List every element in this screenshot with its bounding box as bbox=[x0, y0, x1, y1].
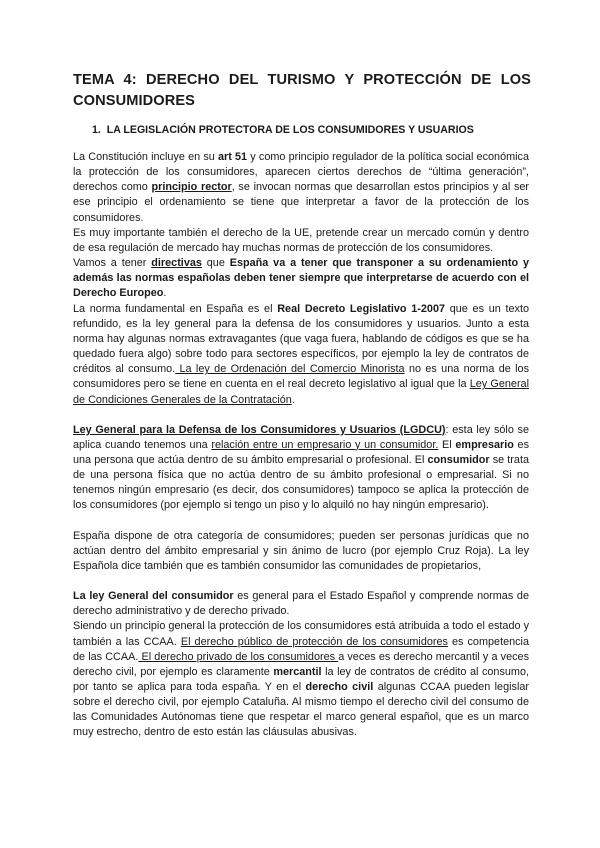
text-run: es general para el Estado Español y comprende normas de derecho administrativo y de derecho privado. bbox=[73, 590, 529, 618]
text-run: España dispone de otra categoría de consumidores; pueden ser personas jurídicas que no actúan dentro del ámbito empresarial y sin ánimo de lucro (por ejemplo Cruz Roja). La ley Española dice también que es también consumidor las comunidades de propietarios, bbox=[73, 529, 529, 572]
bold-underlined-principio-rector: principio rector bbox=[151, 181, 232, 194]
paragraph-ley-general bbox=[73, 589, 529, 619]
underlined-ley-condiciones-generales: Ley General de Condiciones Generales de la Contratación bbox=[73, 378, 529, 406]
text-run: es una persona que actúa dentro de su ámbito empresarial o profesional. El bbox=[73, 438, 529, 466]
paragraph-directives bbox=[73, 256, 529, 301]
text-run: El bbox=[438, 438, 456, 451]
text-run: : esta ley sólo se aplica cuando tenemos una bbox=[73, 423, 529, 451]
bold-underlined-lgdcu: Ley General para la Defensa de los Consumidores y Usuarios (LGDCU) bbox=[73, 423, 446, 436]
section-heading bbox=[92, 124, 532, 136]
text-run: que bbox=[201, 257, 230, 270]
underlined-relacion: relación entre un empresario y un consumidor. bbox=[211, 438, 439, 451]
text-run: Es muy importante también el derecho de la UE, pretende crear un mercado común y dentro de esa regulación de mercado hay muchas normas de protección de los consumidores. bbox=[73, 226, 529, 254]
document-body bbox=[73, 150, 529, 741]
text-run: , se invocan normas que desarrollan estos principios y al ser ese principio el ordenamiento se tiene que interpretar a favor de la protección de los consumidores. bbox=[73, 181, 530, 224]
paragraph-categories bbox=[73, 529, 529, 574]
bold-term-art-51: art 51 bbox=[217, 151, 248, 163]
paragraph-real-decreto bbox=[73, 302, 529, 408]
text-run: y como principio regulador de la política social económica la protección de los consumidores, aparecen ciertos derechos de “última generación”, derechos como bbox=[73, 151, 529, 194]
text-run: es competencia de las CCAA. bbox=[73, 635, 529, 663]
underlined-derecho-publico: El derecho público de protección de los consumidores bbox=[180, 635, 448, 648]
underlined-derecho-privado: El derecho privado de los consumidores bbox=[138, 650, 339, 663]
text-run: . bbox=[163, 287, 167, 300]
section-number: 1. bbox=[92, 124, 101, 136]
bold-term-ley-general: La ley General del consumidor bbox=[73, 590, 234, 603]
bold-term-consumidor: consumidor bbox=[427, 453, 490, 466]
bold-term-mercantil: mercantil bbox=[273, 665, 322, 678]
bold-underlined-directivas: directivas bbox=[151, 257, 202, 270]
paragraph-lgdcu bbox=[73, 423, 529, 514]
text-run: que es un texto refundido, es la ley general para la defensa de los consumidores y usuarios. Junto a esta norma hay algunas normas extravagantes (que vaga fuera, hablando de códigos es que se ha quedado fuera algo) sobre todo para sectores específicos, por ejemplo la ley de contratos de créditos al consumo. bbox=[73, 302, 529, 376]
text-run: a veces es derecho mercantil y a veces derecho civil, por ejemplo es claramente bbox=[73, 650, 529, 678]
paragraph-competencias bbox=[73, 619, 529, 740]
text-run: La Constitución incluye en su bbox=[73, 151, 218, 163]
bold-term-real-decreto: Real Decreto Legislativo 1-2007 bbox=[277, 302, 446, 315]
bold-term-derecho-civil: derecho civil bbox=[305, 681, 374, 693]
text-run: Vamos a tener bbox=[73, 257, 152, 270]
bold-term-empresario: empresario bbox=[455, 438, 514, 451]
paragraph-constitution bbox=[73, 150, 529, 226]
text-run: algunas CCAA pueden legislar sobre el derecho civil, por ejemplo Cataluña. Al mismo tiempo el derecho civil del consumo de las Comunidades Autónomas tiene que respetar el marco general español, que es un marco muy estrecho, dentro de esto están las cláusulas abusivas. bbox=[73, 681, 530, 739]
text-run: Siendo un principio general la protección de los consumidores está atribuida a todo el estado y también a las CCAA. bbox=[73, 620, 529, 648]
paragraph-eu-law bbox=[73, 226, 529, 256]
underlined-ley-comercio-minorista: La ley de Ordenación del Comercio Minorista bbox=[175, 363, 405, 376]
text-run: . bbox=[291, 393, 295, 406]
text-run: la ley de contratos de crédito al consumo, por tanto se aplica para toda españa. Y en el bbox=[73, 665, 529, 693]
bold-statement: España va a tener que transponer a su ordenamiento y además las normas españolas deben tener siempre que interpretarse de acuerdo con el Derecho Europeo bbox=[73, 257, 529, 300]
section-title: LA LEGISLACIÓN PROTECTORA DE LOS CONSUMIDORES Y USUARIOS bbox=[106, 124, 474, 136]
text-run: La norma fundamental en España es el bbox=[73, 302, 278, 315]
text-run: se trata de una persona física que no actúa dentro de su ámbito profesional o empresarial. Si no tenemos ningún empresario (es decir, dos consumidores) tampoco se aplica la protección de los consumidores (por ejemplo si tengo un piso y lo alquiló no hay ningún empresario). bbox=[73, 453, 529, 512]
page-title: TEMA 4: DERECHO DEL TURISMO Y PROTECCIÓN DE LOS CONSUMIDORES bbox=[73, 72, 531, 109]
text-run: no es una norma de los consumidores pero se tiene en cuenta en el real decreto legislativo al igual que la bbox=[73, 363, 530, 391]
